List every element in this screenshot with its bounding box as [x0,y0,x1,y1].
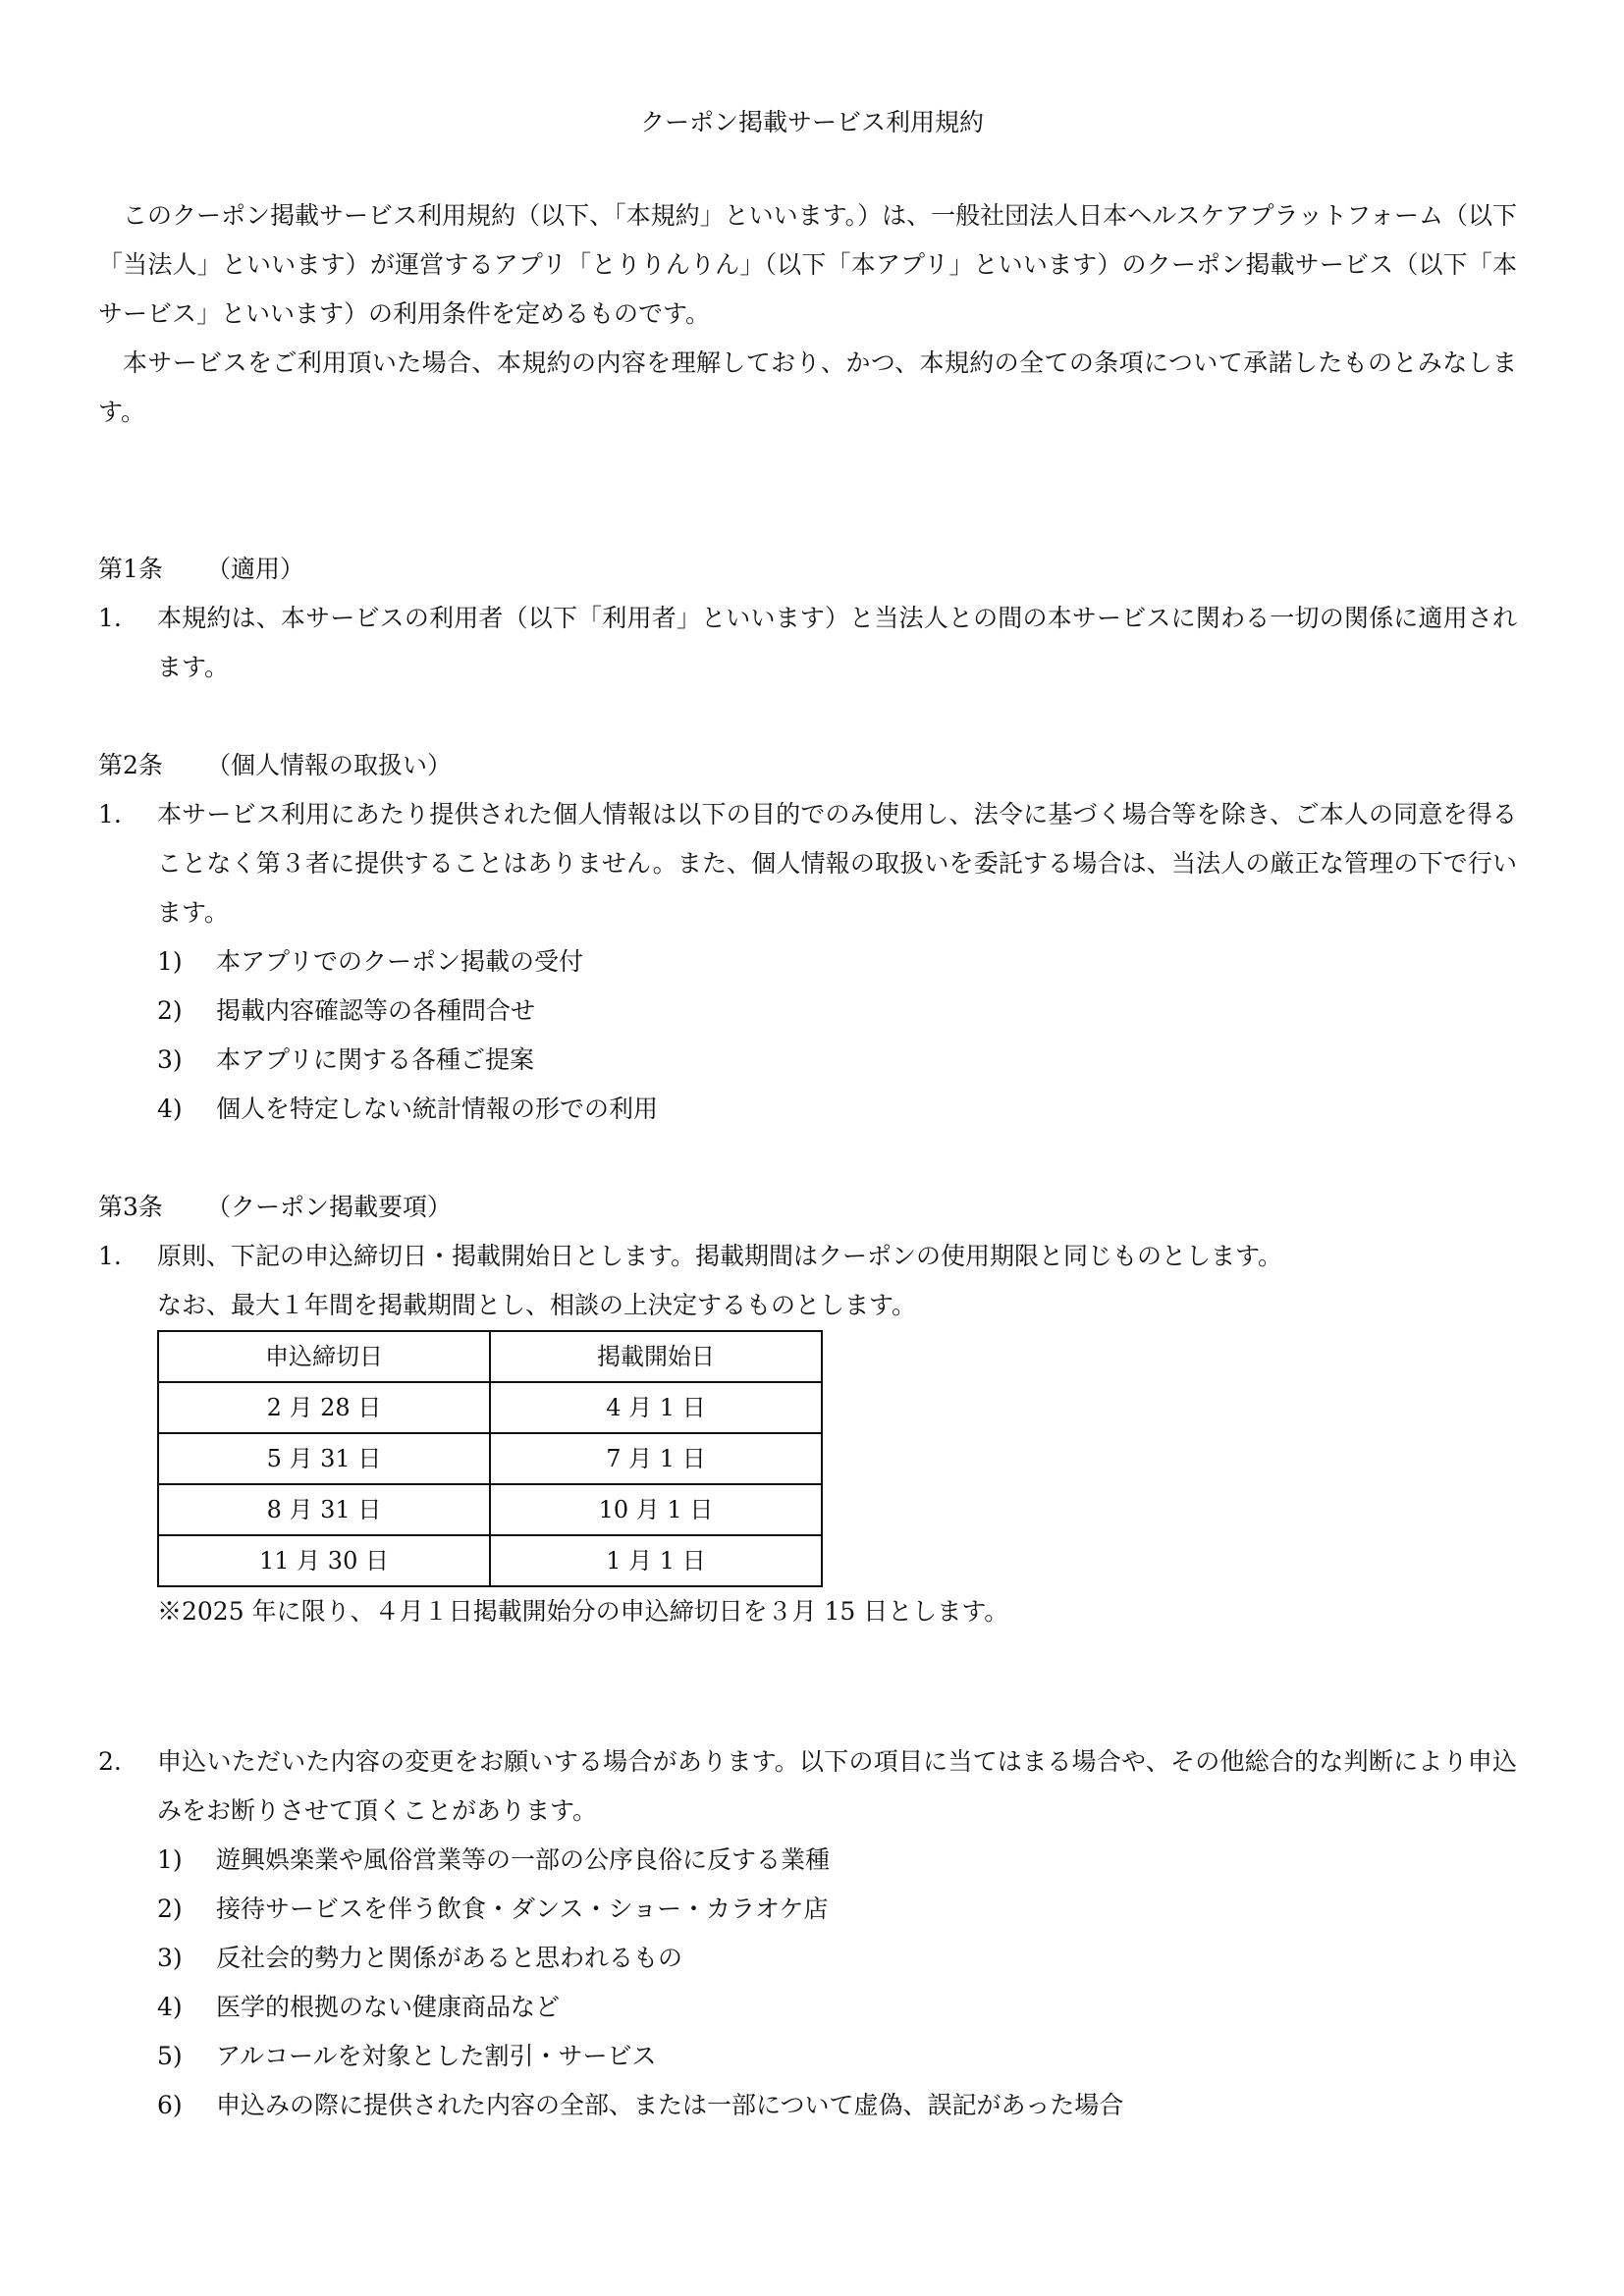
list-item-number: 4) [157,1095,183,1123]
article-heading [98,1183,1517,1232]
refusal-list [98,1836,1517,2130]
intro-paragraph: このクーポン掲載サービス利用規約（以下、「本規約」といいます。）は、一般社団法人日本ヘルスケアプラットフォーム（以下「当法人」といいます）が運営するアプリ「とりりんりん」（以下「本アプリ」といいます）のクーポン掲載サービス（以下「本サービス」といいます）の利用条件を定めるものです。 [98,201,1517,328]
table-cell: 4 月 1 日 [490,1382,822,1433]
article-2 [98,741,1517,1134]
list-item-text: 接待サービスを伴う飲食・ダンス・ショー・カラオケ店 [216,1895,829,1923]
table-cell: 5 月 31 日 [158,1433,490,1484]
list-item [157,1885,1517,1934]
table-cell: 11 月 30 日 [158,1535,490,1586]
clause-text: 申込いただいた内容の変更をお願いする場合があります。以下の項目に当てはまる場合や、その他総合的な判断により申込みをお断りさせて頂くことがあります。 [157,1747,1517,1825]
table-header-row [158,1331,822,1382]
article-title: （適用） [206,555,305,583]
table-row [158,1382,822,1433]
list-item [157,1085,1517,1134]
clause [98,594,1517,692]
article-number: 第2条 [98,751,163,779]
column-header-start-date: 掲載開始日 [490,1331,822,1382]
table-cell: 7 月 1 日 [490,1433,822,1484]
clause-number: 1. [98,800,122,828]
schedule-table [157,1330,823,1587]
list-item [157,987,1517,1036]
list-item [157,2032,1517,2081]
list-item-number: 1) [157,1845,183,1874]
article-heading [98,545,1517,594]
list-item [157,1836,1517,1885]
document-title: クーポン掲載サービス利用規約 [639,108,984,136]
clause-text-continued: なお、最大１年間を掲載期間とし、相談の上決定するものとします。 [157,1291,917,1319]
list-item [157,1036,1517,1085]
list-item-text: 本アプリに関する各種ご提案 [216,1045,535,1074]
clause-number: 1. [98,604,122,632]
list-item-text: 申込みの際に提供された内容の全部、または一部について虚偽、誤記があった場合 [216,2091,1124,2119]
list-item-text: 個人を特定しない統計情報の形での利用 [216,1095,659,1123]
list-item-number: 2) [157,996,183,1025]
article-title: （クーポン掲載要項） [206,1193,453,1221]
article-title: （個人情報の取扱い） [206,751,453,779]
clause-text: 原則、下記の申込締切日・掲載開始日とします。掲載期間はクーポンの使用期限と同じものとします。 [157,1242,1283,1270]
list-item-number: 2) [157,1895,183,1923]
list-item-text: 遊興娯楽業や風俗営業等の一部の公序良俗に反する業種 [216,1845,831,1874]
list-item-text: 本アプリでのクーポン掲載の受付 [216,947,584,976]
table-cell: 1 月 1 日 [490,1535,822,1586]
table-note: ※2025 年に限り、４月１日掲載開始分の申込締切日を３月 15 日とします。 [157,1597,1009,1626]
intro-paragraph: 本サービスをご利用頂いた場合、本規約の内容を理解しており、かつ、本規約の全ての条項について承諾したものとみなします。 [98,348,1517,426]
list-item-number: 3) [157,1944,183,1972]
table-row [158,1484,822,1535]
table-cell: 8 月 31 日 [158,1484,490,1535]
table-cell: 2 月 28 日 [158,1382,490,1433]
list-item-text: 掲載内容確認等の各種問合せ [216,996,536,1025]
list-item [157,937,1517,987]
table-row [158,1535,822,1586]
article-1 [98,545,1517,692]
purpose-list [98,937,1517,1134]
clause [98,1737,1517,1836]
article-3-clause-2 [98,1737,1517,2130]
article-number: 第1条 [98,555,163,583]
column-header-deadline: 申込締切日 [158,1331,490,1382]
list-item-text: アルコールを対象とした割引・サービス [216,2042,657,2070]
article-3 [98,1183,1517,1636]
list-item-number: 6) [157,2091,183,2119]
list-item-number: 1) [157,947,183,976]
list-item-number: 5) [157,2042,183,2070]
clause-number: 2. [98,1747,122,1776]
table-cell: 10 月 1 日 [490,1484,822,1535]
clause [98,1232,1517,1330]
list-item [157,1934,1517,1983]
list-item [157,1983,1517,2032]
article-number: 第3条 [98,1193,163,1221]
intro-section [98,191,1517,437]
article-heading [98,741,1517,790]
clause-text: 本規約は、本サービスの利用者（以下「利用者」といいます）と当法人との間の本サービスに関わる一切の関係に適用されます。 [157,604,1517,681]
clause [98,790,1517,937]
list-item-number: 3) [157,1045,183,1074]
list-item-number: 4) [157,1993,183,2021]
list-item-text: 医学的根拠のない健康商品など [216,1993,561,2021]
list-item-text: 反社会的勢力と関係があると思われるもの [216,1944,683,1972]
clause-number: 1. [98,1242,122,1270]
table-row [158,1433,822,1484]
list-item [157,2081,1517,2130]
clause-text: 本サービス利用にあたり提供された個人情報は以下の目的でのみ使用し、法令に基づく場合等を除き、ご本人の同意を得ることなく第３者に提供することはありません。また、個人情報の取扱いを委託する場合は、当法人の厳正な管理の下で行います。 [157,800,1517,927]
